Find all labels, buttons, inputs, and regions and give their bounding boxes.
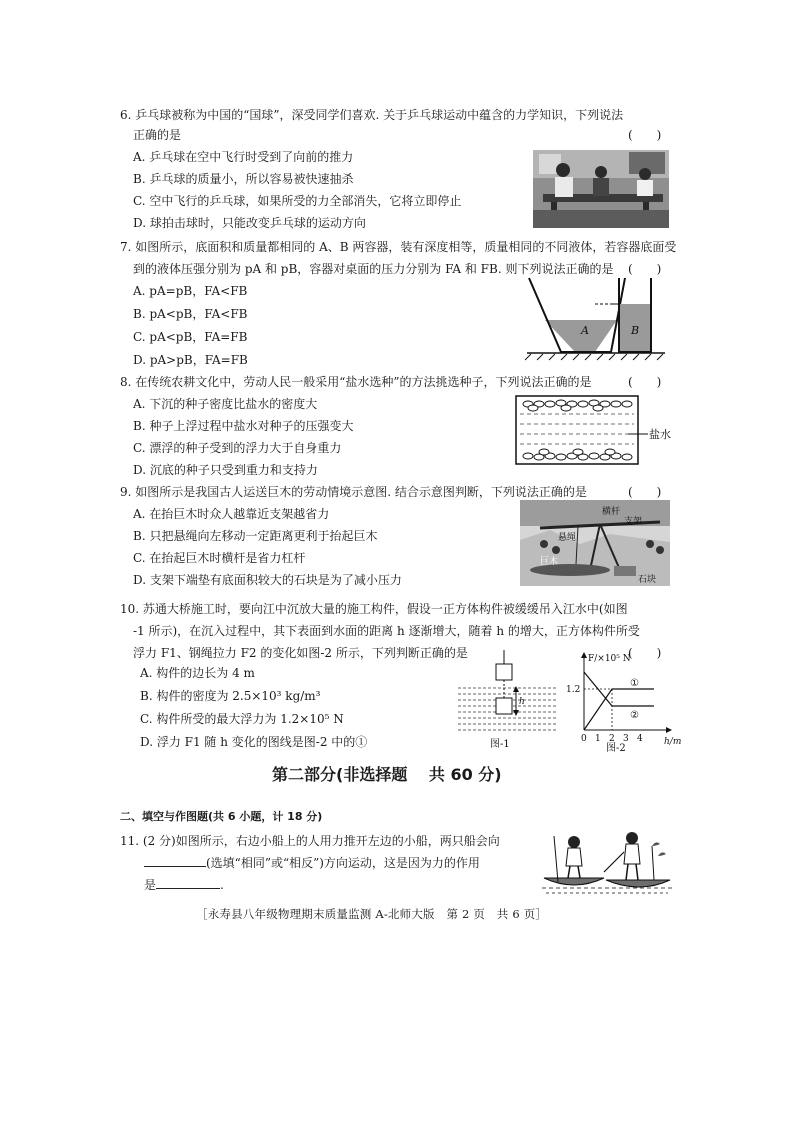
q7-label-b: B — [631, 324, 640, 337]
q8-option-a: A. 下沉的种子密度比盐水的密度大 — [133, 397, 318, 411]
q8-answer-paren: ( ) — [628, 375, 662, 389]
q9-label-stone: 石块 — [638, 575, 657, 585]
q6-stem-line2: 正确的是 — [133, 128, 182, 142]
q11-blank-2[interactable] — [156, 877, 220, 889]
q7-option-a: A. pA=pB，FA<FB — [133, 284, 248, 298]
q10-fig2-xtick-2: 2 — [609, 734, 615, 744]
q9-option-d: D. 支架下端垫有底面积较大的石块是为了减小压力 — [133, 573, 402, 587]
q10-option-b: B. 构件的密度为 2.5×10³ kg/m³ — [140, 689, 321, 703]
q6-table-tennis-photo — [533, 150, 669, 228]
q6-option-d: D. 球拍击球时，只能改变乒乓球的运动方向 — [133, 216, 366, 230]
q7-option-c: C. pA<pB，FA=FB — [133, 330, 248, 344]
q7-label-a: A — [581, 324, 589, 337]
q10-option-d: D. 浮力 F1 随 h 变化的图线是图-2 中的① — [140, 735, 368, 749]
q11-line2-wrap — [144, 854, 480, 871]
q11-line3-prefix: 是 — [144, 878, 157, 892]
q11-line3-suffix: . — [220, 878, 224, 892]
q10-fig1-caption: 图-1 — [490, 739, 510, 750]
q10-fig2-xtick-1: 1 — [595, 734, 601, 744]
q10-fig2-curve-2 — [584, 689, 654, 730]
section-2-heading: 第二部分(非选择题 共 60 分) — [272, 765, 502, 784]
q11-line2-text: (选填“相同”或“相反”)方向运动，这是因为力的作用 — [206, 856, 480, 870]
q10-fig2-curve1-label: ① — [630, 678, 639, 689]
q10-stem-line1: 10. 苏通大桥施工时，要向江中沉放大量的施工构件，假设一正方体构件被缓缓吊入江水中(如图 — [120, 602, 628, 616]
q9-label-crossbar: 横杆 — [602, 507, 621, 517]
q10-figure-1 — [452, 648, 562, 752]
q8-stem-line1: 8. 在传统农耕文化中，劳动人民一般采用“盐水选种”的方法挑选种子，下列说法正确的是 — [120, 375, 592, 389]
page-footer: ［永寿县八年级物理期末质量监测 A-北师大版 第 2 页 共 6 页］ — [196, 907, 548, 921]
q10-fig1-h-label: h — [519, 697, 525, 707]
q9-stem-line1: 9. 如图所示是我国古人运送巨木的劳动情境示意图. 结合示意图判断，下列说法正确的是 — [120, 485, 587, 499]
q9-option-b: B. 只把悬绳向左移动一定距离更利于抬起巨木 — [133, 529, 378, 543]
q8-option-b: B. 种子上浮过程中盐水对种子的压强变大 — [133, 419, 354, 433]
q10-fig2-xtick-0: 0 — [581, 734, 587, 744]
q8-salt-water-label: 盐水 — [649, 428, 671, 441]
q11-line1: 11. (2 分)如图所示，右边小船上的人用力推开左边的小船，两只船会向 — [120, 834, 500, 848]
q7-containers-diagram — [515, 272, 675, 364]
q9-option-c: C. 在抬起巨木时横杆是省力杠杆 — [133, 551, 306, 565]
q7-stem-line2: 到的液体压强分别为 pA 和 pB，容器对桌面的压力分别为 FA 和 FB. 则下列说法正确的是 — [133, 262, 614, 276]
q10-fig2-curve2-label: ② — [630, 710, 639, 721]
q10-fig2-ylabel: F/×10⁵ N — [588, 654, 631, 664]
q9-label-support: 支架 — [624, 517, 643, 527]
q9-log-transport-illustration — [520, 500, 670, 586]
q11-blank-1[interactable] — [144, 855, 206, 867]
q10-stem-line3: 浮力 F1、钢绳拉力 F2 的变化如图-2 所示，下列判断正确的是 — [133, 646, 468, 660]
q9-label-log: 巨木 — [540, 557, 559, 567]
q6-answer-paren: ( ) — [628, 128, 662, 142]
q6-option-c: C. 空中飞行的乒乓球，如果所受的力全部消失，它将立即停止 — [133, 194, 462, 208]
q8-option-d: D. 沉底的种子只受到重力和支持力 — [133, 463, 318, 477]
q10-fig2-ytick: 1.2 — [566, 685, 581, 695]
q7-answer-paren: ( ) — [628, 262, 662, 276]
q10-fig2-xtick-3: 3 — [623, 734, 629, 744]
q9-label-rope: 悬绳 — [558, 533, 577, 543]
q11-two-boats-illustration — [540, 826, 674, 896]
q10-fig2-xlabel: h/m — [664, 737, 682, 747]
q10-figure-2-chart — [566, 648, 682, 754]
q10-option-c: C. 构件所受的最大浮力为 1.2×10⁵ N — [140, 712, 344, 726]
q6-option-a: A. 乒乓球在空中飞行时受到了向前的推力 — [133, 150, 354, 164]
q8-option-c: C. 漂浮的种子受到的浮力大于自身重力 — [133, 441, 342, 455]
q6-option-b: B. 乒乓球的质量小，所以容易被快速抽杀 — [133, 172, 354, 186]
q9-answer-paren: ( ) — [628, 485, 662, 499]
q11-line3-wrap — [144, 876, 224, 893]
q10-fig2-xtick-4: 4 — [637, 734, 643, 744]
q6-stem-line1: 6. 乒乓球被称为中国的“国球”，深受同学们喜欢. 关于乒乓球运动中蕴含的力学知识，下列说法 — [120, 108, 624, 122]
q10-fig2-caption: 图-2 — [606, 743, 626, 754]
q7-option-d: D. pA>pB，FA=FB — [133, 353, 248, 367]
q7-stem-line1: 7. 如图所示，底面积和质量都相同的 A、B 两容器，装有深度相等，质量相同的不同液体，若容器底面受 — [120, 240, 677, 254]
q8-salt-water-diagram — [508, 390, 678, 468]
q10-stem-line2: -1 所示)，在沉入过程中，其下表面到水面的距离 h 逐渐增大，随着 h 的增大，正方体构件所受 — [133, 624, 640, 638]
subsection-heading: 二、填空与作图题(共 6 小题，计 18 分) — [120, 810, 323, 823]
q10-answer-paren: ( ) — [628, 646, 662, 660]
q9-option-a: A. 在抬巨木时众人越靠近支架越省力 — [133, 507, 330, 521]
q10-option-a: A. 构件的边长为 4 m — [140, 666, 255, 680]
q7-option-b: B. pA<pB，FA<FB — [133, 307, 248, 321]
